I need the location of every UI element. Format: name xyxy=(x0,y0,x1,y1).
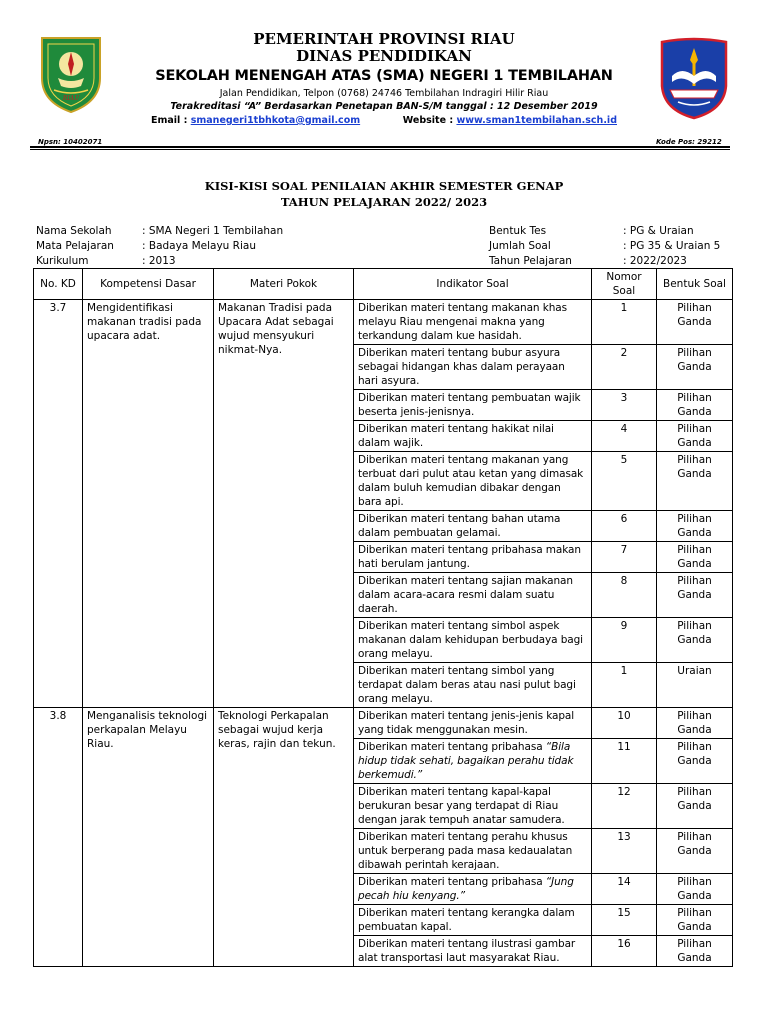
indikator-text: Diberikan materi tentang bahan utama dalam pembuatan gelamai. xyxy=(358,513,561,539)
indikator-quote: “Jung pecah hiu kenyang.” xyxy=(358,876,574,902)
table-header-row xyxy=(34,269,733,300)
department-name: DINAS PENDIDIKAN xyxy=(296,47,472,65)
indikator-cell xyxy=(354,390,592,421)
govt-name: PEMERINTAH PROVINSI RIAU xyxy=(253,30,515,48)
title-line-1: KISI-KISI SOAL PENILAIAN AKHIR SEMESTER GENAP xyxy=(204,179,564,193)
indikator-cell xyxy=(354,905,592,936)
bentuk-soal-cell: Pilihan Ganda xyxy=(657,739,733,784)
kd-cell: 3.7 xyxy=(34,300,83,708)
letterhead xyxy=(0,0,768,150)
school-address: Jalan Pendidikan, Telpon (0768) 24746 Tembilahan Indragiri Hilir Riau xyxy=(219,88,549,99)
nomor-soal-cell: 2 xyxy=(592,345,657,390)
indikator-cell xyxy=(354,300,592,345)
school-name: SEKOLAH MENENGAH ATAS (SMA) NEGERI 1 TEMBILAHAN xyxy=(155,68,613,84)
info-row xyxy=(36,239,283,254)
bentuk-soal-cell: Pilihan Ganda xyxy=(657,421,733,452)
email-link[interactable]: smanegeri1tbhkota@gmail.com xyxy=(190,115,361,126)
kd-cell: 3.8 xyxy=(34,708,83,967)
nomor-soal-cell: 13 xyxy=(592,829,657,874)
info-label: Bentuk Tes xyxy=(489,225,547,237)
kompetensi-cell: Menganalisis teknologi perkapalan Melayu Riau. xyxy=(83,708,214,967)
table-row xyxy=(34,300,733,345)
info-value: : PG & Uraian xyxy=(623,225,694,237)
indikator-text: Diberikan materi tentang kapal-kapal berukuran besar yang terdapat di Riau dengan jarak tempuh anatar samudera. xyxy=(358,786,565,826)
bentuk-soal-cell: Pilihan Ganda xyxy=(657,905,733,936)
letterhead-rule-thick xyxy=(30,146,730,148)
header-bentuk: Bentuk Soal xyxy=(657,269,733,300)
indikator-cell xyxy=(354,542,592,573)
nomor-soal-cell: 16 xyxy=(592,936,657,967)
materi-cell: Makanan Tradisi pada Upacara Adat sebagai wujud mensyukuri nikmat-Nya. xyxy=(214,300,354,708)
info-label: Tahun Pelajaran xyxy=(489,255,572,267)
info-value: : Badaya Melayu Riau xyxy=(142,240,256,252)
indikator-quote: “Bila hidup tidak sehati, bagaikan perahu tidak berkemudi.” xyxy=(358,741,574,781)
header-kd: No. KD xyxy=(34,269,83,300)
header-nomor: Nomor Soal xyxy=(592,269,657,300)
indikator-cell xyxy=(354,573,592,618)
header-kompetensi: Kompetensi Dasar xyxy=(83,269,214,300)
bentuk-soal-cell: Pilihan Ganda xyxy=(657,829,733,874)
kisi-kisi-table xyxy=(33,268,733,967)
indikator-cell xyxy=(354,784,592,829)
info-value: : 2013 xyxy=(142,255,176,267)
bentuk-soal-cell: Pilihan Ganda xyxy=(657,452,733,511)
bentuk-soal-cell: Pilihan Ganda xyxy=(657,784,733,829)
info-label: Mata Pelajaran xyxy=(36,240,114,252)
bentuk-soal-cell: Pilihan Ganda xyxy=(657,511,733,542)
nomor-soal-cell: 3 xyxy=(592,390,657,421)
indikator-text: Diberikan materi tentang pembuatan wajik beserta jenis-jenisnya. xyxy=(358,392,581,418)
bentuk-soal-cell: Pilihan Ganda xyxy=(657,618,733,663)
indikator-text: Diberikan materi tentang makanan yang terbuat dari pulut atau ketan yang dimasak dalam buluh kemudian dibakar dengan bara api. xyxy=(358,454,584,508)
indikator-text: Diberikan materi tentang perahu khusus untuk berperang pada masa kedaualatan dibawah perintah kerajaan. xyxy=(358,831,573,871)
info-row xyxy=(489,239,720,254)
bentuk-soal-cell: Pilihan Ganda xyxy=(657,390,733,421)
email-label: Email : xyxy=(150,115,191,126)
table-body xyxy=(34,300,733,967)
indikator-cell xyxy=(354,511,592,542)
kompetensi-cell: Mengidentifikasi makanan tradisi pada upacara adat. xyxy=(83,300,214,708)
nomor-soal-cell: 1 xyxy=(592,300,657,345)
document-title xyxy=(0,178,768,210)
indikator-text: Diberikan materi tentang simbol aspek makanan dalam kehidupan berbudaya bagi orang melayu. xyxy=(358,620,583,660)
materi-cell: Teknologi Perkapalan sebagai wujud kerja keras, rajin dan tekun. xyxy=(214,708,354,967)
info-value: : SMA Negeri 1 Tembilahan xyxy=(142,225,284,237)
letterhead-text xyxy=(110,30,658,128)
indikator-text: Diberikan materi tentang pribahasa makan hati berulam jantung. xyxy=(358,544,581,570)
info-value: : PG 35 & Uraian 5 xyxy=(623,240,721,252)
npsn: Npsn: 10402071 xyxy=(38,138,103,146)
nomor-soal-cell: 6 xyxy=(592,511,657,542)
bentuk-soal-cell: Pilihan Ganda xyxy=(657,936,733,967)
info-row xyxy=(36,254,283,269)
contact-line xyxy=(110,114,658,128)
nomor-soal-cell: 12 xyxy=(592,784,657,829)
info-left xyxy=(36,224,283,269)
info-value: : 2022/2023 xyxy=(623,255,687,267)
indikator-text: Diberikan materi tentang jenis-jenis kapal yang tidak menggunakan mesin. xyxy=(358,710,575,736)
indikator-cell xyxy=(354,345,592,390)
header-materi: Materi Pokok xyxy=(214,269,354,300)
logo-riau-text: RIAU xyxy=(62,95,80,102)
indikator-text: Diberikan materi tentang sajian makanan dalam acara-acara resmi dalam suatu daerah. xyxy=(358,575,573,615)
info-label: Nama Sekolah xyxy=(36,225,112,237)
info-row xyxy=(489,224,720,239)
indikator-cell xyxy=(354,739,592,784)
indikator-text: Diberikan materi tentang ilustrasi gambar alat transportasi laut masyarakat Riau. xyxy=(358,938,576,964)
bentuk-soal-cell: Pilihan Ganda xyxy=(657,300,733,345)
info-right xyxy=(489,224,720,269)
bentuk-soal-cell: Pilihan Ganda xyxy=(657,573,733,618)
indikator-text: Diberikan materi tentang pribahasa xyxy=(358,876,543,888)
indikator-text: Diberikan materi tentang hakikat nilai dalam wajik. xyxy=(358,423,554,449)
title-line-2: TAHUN PELAJARAN 2022/ 2023 xyxy=(280,195,488,209)
info-label: Kurikulum xyxy=(36,255,89,267)
postal-code: Kode Pos: 29212 xyxy=(656,138,722,146)
bentuk-soal-cell: Uraian xyxy=(657,663,733,708)
website-label: Website : xyxy=(402,115,457,126)
indikator-text: Diberikan materi tentang simbol yang terdapat dalam beras atau nasi pulut bagi orang melayu. xyxy=(358,665,576,705)
bentuk-soal-cell: Pilihan Ganda xyxy=(657,345,733,390)
riau-province-logo xyxy=(38,34,104,114)
nomor-soal-cell: 7 xyxy=(592,542,657,573)
nomor-soal-cell: 5 xyxy=(592,452,657,511)
indikator-text: Diberikan materi tentang makanan khas melayu Riau mengenai makna yang terkandung dalam kue hasidah. xyxy=(358,302,567,342)
indikator-cell xyxy=(354,452,592,511)
nomor-soal-cell: 8 xyxy=(592,573,657,618)
info-row xyxy=(489,254,720,269)
table-row xyxy=(34,708,733,739)
website-link[interactable]: www.sman1tembilahan.sch.id xyxy=(456,115,617,126)
header-indikator: Indikator Soal xyxy=(354,269,592,300)
nomor-soal-cell: 1 xyxy=(592,663,657,708)
bentuk-soal-cell: Pilihan Ganda xyxy=(657,874,733,905)
indikator-cell xyxy=(354,663,592,708)
nomor-soal-cell: 10 xyxy=(592,708,657,739)
letterhead-rule-thin xyxy=(30,149,730,150)
indikator-text: Diberikan materi tentang pribahasa xyxy=(358,741,543,753)
indikator-cell xyxy=(354,936,592,967)
nomor-soal-cell: 4 xyxy=(592,421,657,452)
indikator-cell xyxy=(354,708,592,739)
nomor-soal-cell: 15 xyxy=(592,905,657,936)
nomor-soal-cell: 9 xyxy=(592,618,657,663)
indikator-cell xyxy=(354,618,592,663)
indikator-cell xyxy=(354,421,592,452)
info-row xyxy=(36,224,283,239)
bentuk-soal-cell: Pilihan Ganda xyxy=(657,708,733,739)
indikator-text: Diberikan materi tentang kerangka dalam pembuatan kapal. xyxy=(358,907,575,933)
indikator-text: Diberikan materi tentang bubur asyura sebagai hidangan khas dalam perayaan hari asyura. xyxy=(358,347,565,387)
indikator-cell xyxy=(354,829,592,874)
nomor-soal-cell: 14 xyxy=(592,874,657,905)
accreditation: Terakreditasi “A” Berdasarkan Penetapan BAN-S/M tanggal : 12 Desember 2019 xyxy=(170,101,598,112)
nomor-soal-cell: 11 xyxy=(592,739,657,784)
education-office-logo xyxy=(658,36,730,120)
indikator-cell xyxy=(354,874,592,905)
info-label: Jumlah Soal xyxy=(489,240,551,252)
bentuk-soal-cell: Pilihan Ganda xyxy=(657,542,733,573)
